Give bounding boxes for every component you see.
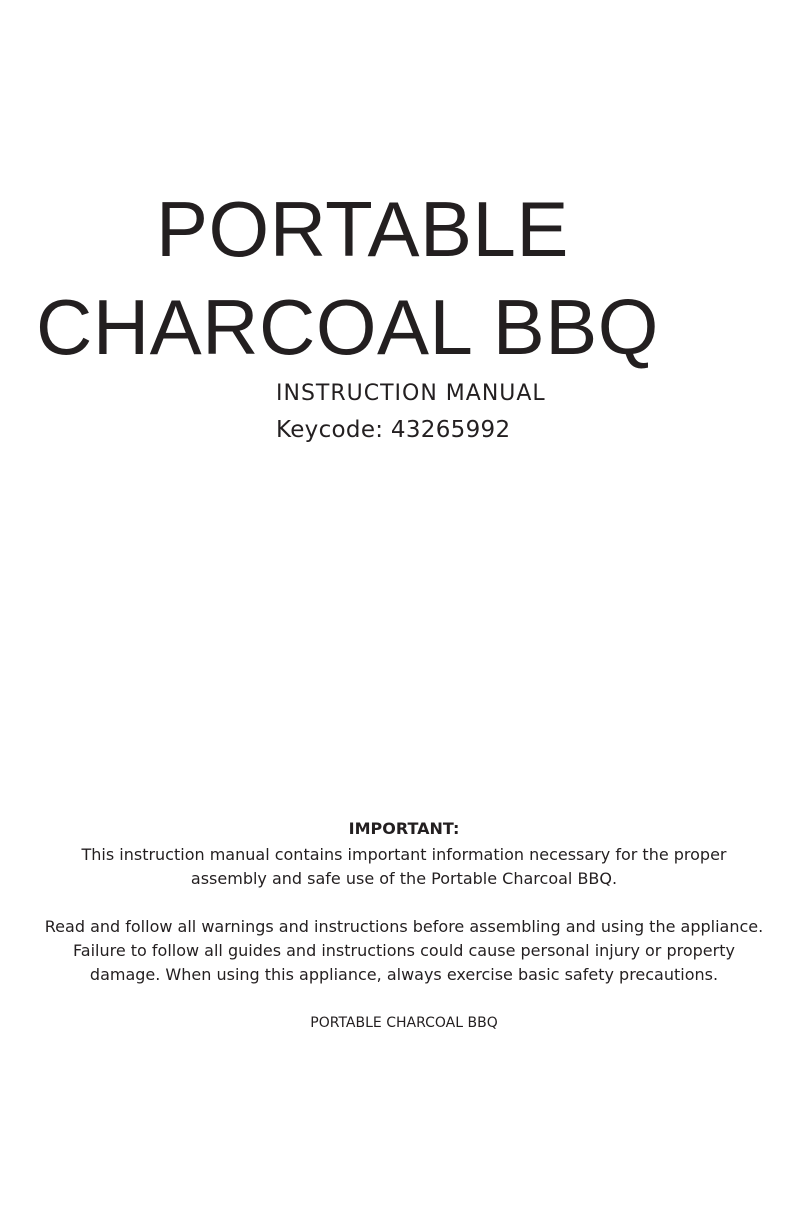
title-line-1: PORTABLE <box>156 185 569 273</box>
manual-subtitle: INSTRUCTION MANUAL <box>276 381 546 406</box>
important-heading: IMPORTANT: <box>348 819 460 838</box>
notice-paragraph-2-line: Read and follow all warnings and instructions before assembling and using the appliance. <box>44 917 764 936</box>
keycode-label: Keycode: 43265992 <box>276 417 511 443</box>
notice-paragraph-2-line: damage. When using this appliance, always exercise basic safety precautions. <box>89 965 719 984</box>
notice-paragraph-1-line: This instruction manual contains important information necessary for the proper <box>81 845 727 864</box>
notice-paragraph-2 <box>0 915 808 987</box>
title-line-2: CHARCOAL BBQ <box>36 283 659 371</box>
notice-paragraph-1-line: assembly and safe use of the Portable Charcoal BBQ. <box>190 869 618 888</box>
notice-paragraph-2-line: Failure to follow all guides and instructions could cause personal injury or property <box>73 941 735 960</box>
product-footer: PORTABLE CHARCOAL BBQ <box>310 1015 498 1031</box>
notice-paragraph-1 <box>0 843 808 891</box>
